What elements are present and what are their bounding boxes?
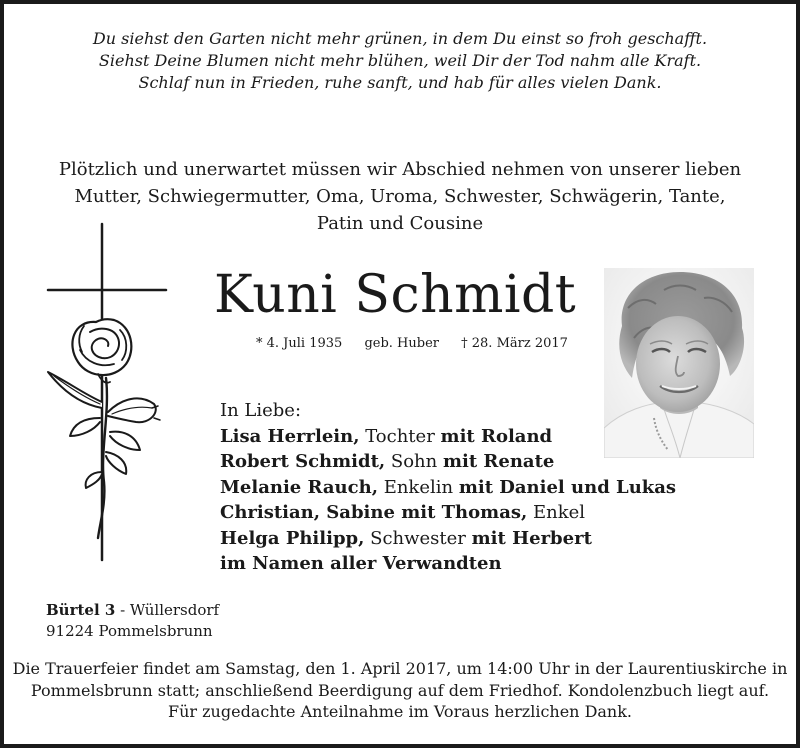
mourners-list	[220, 398, 676, 577]
mourner-name: Christian, Sabine mit Thomas,	[220, 502, 528, 523]
funeral-notice	[0, 658, 800, 723]
footer-line: Für zugedachte Anteilnahme im Voraus herzlichen Dank.	[167, 702, 633, 721]
mourner-relation: Enkel	[527, 502, 586, 523]
mourner-row	[220, 424, 676, 450]
intro-line: Mutter, Schwiegermutter, Oma, Uroma, Schwester, Schwägerin, Tante,	[74, 186, 726, 207]
mourner-name: Melanie Rauch,	[220, 476, 378, 498]
mourner-partner: mit Daniel und Lukas	[458, 476, 677, 498]
poem	[0, 28, 800, 94]
intro-line: Plötzlich und unerwartet müssen wir Abschied nehmen von unserer lieben	[58, 159, 742, 180]
death-date: † 28. März 2017	[461, 336, 568, 351]
footer-line: Die Trauerfeier findet am Samstag, den 1. April 2017, um 14:00 Uhr in der Laurentiuskirche in	[12, 659, 788, 678]
address-block	[46, 600, 219, 642]
mourner-row	[220, 475, 676, 501]
birth-date: * 4. Juli 1935	[256, 336, 343, 351]
mourner-row	[220, 449, 676, 475]
deceased-name: Kuni Schmidt	[214, 265, 577, 325]
mourners-heading: In Liebe:	[220, 400, 302, 421]
mourner-partner: mit Herbert	[471, 527, 592, 549]
mourner-relation: Sohn	[385, 451, 443, 472]
address-place: - Wüllersdorf	[115, 601, 220, 619]
mourner-row	[220, 500, 676, 526]
poem-line: Du siehst den Garten nicht mehr grünen, in dem Du einst so froh geschafft.	[92, 29, 708, 48]
address-city: 91224 Pommelsbrunn	[46, 622, 213, 640]
mourner-partner: mit Roland	[440, 425, 553, 447]
address-street: Bürtel 3	[46, 601, 116, 619]
intro-line: Patin und Cousine	[316, 213, 484, 234]
mourner-name: Robert Schmidt,	[220, 451, 386, 472]
mourner-name: Lisa Herrlein,	[220, 425, 360, 447]
mourner-name: im Namen aller Verwandten	[220, 553, 502, 574]
mourner-relation: Schwester	[364, 527, 472, 549]
poem-line: Siehst Deine Blumen nicht mehr blühen, weil Dir der Tod nahm alle Kraft.	[98, 51, 702, 70]
mourner-row	[220, 551, 676, 577]
mourner-relation: Enkelin	[377, 476, 459, 498]
mourner-partner: mit Renate	[442, 451, 555, 472]
poem-line: Schlaf nun in Frieden, ruhe sanft, und hab für alles vielen Dank.	[138, 73, 662, 92]
footer-line: Pommelsbrunn statt; anschließend Beerdigung auf dem Friedhof. Kondolenzbuch liegt auf.	[30, 680, 770, 700]
cross-with-rose-icon	[40, 222, 170, 564]
life-dates	[256, 335, 586, 353]
mourner-relation: Tochter	[359, 425, 441, 447]
mourner-row	[220, 526, 676, 552]
mourner-name: Helga Philipp,	[220, 527, 365, 549]
maiden-name: geb. Huber	[364, 336, 439, 351]
